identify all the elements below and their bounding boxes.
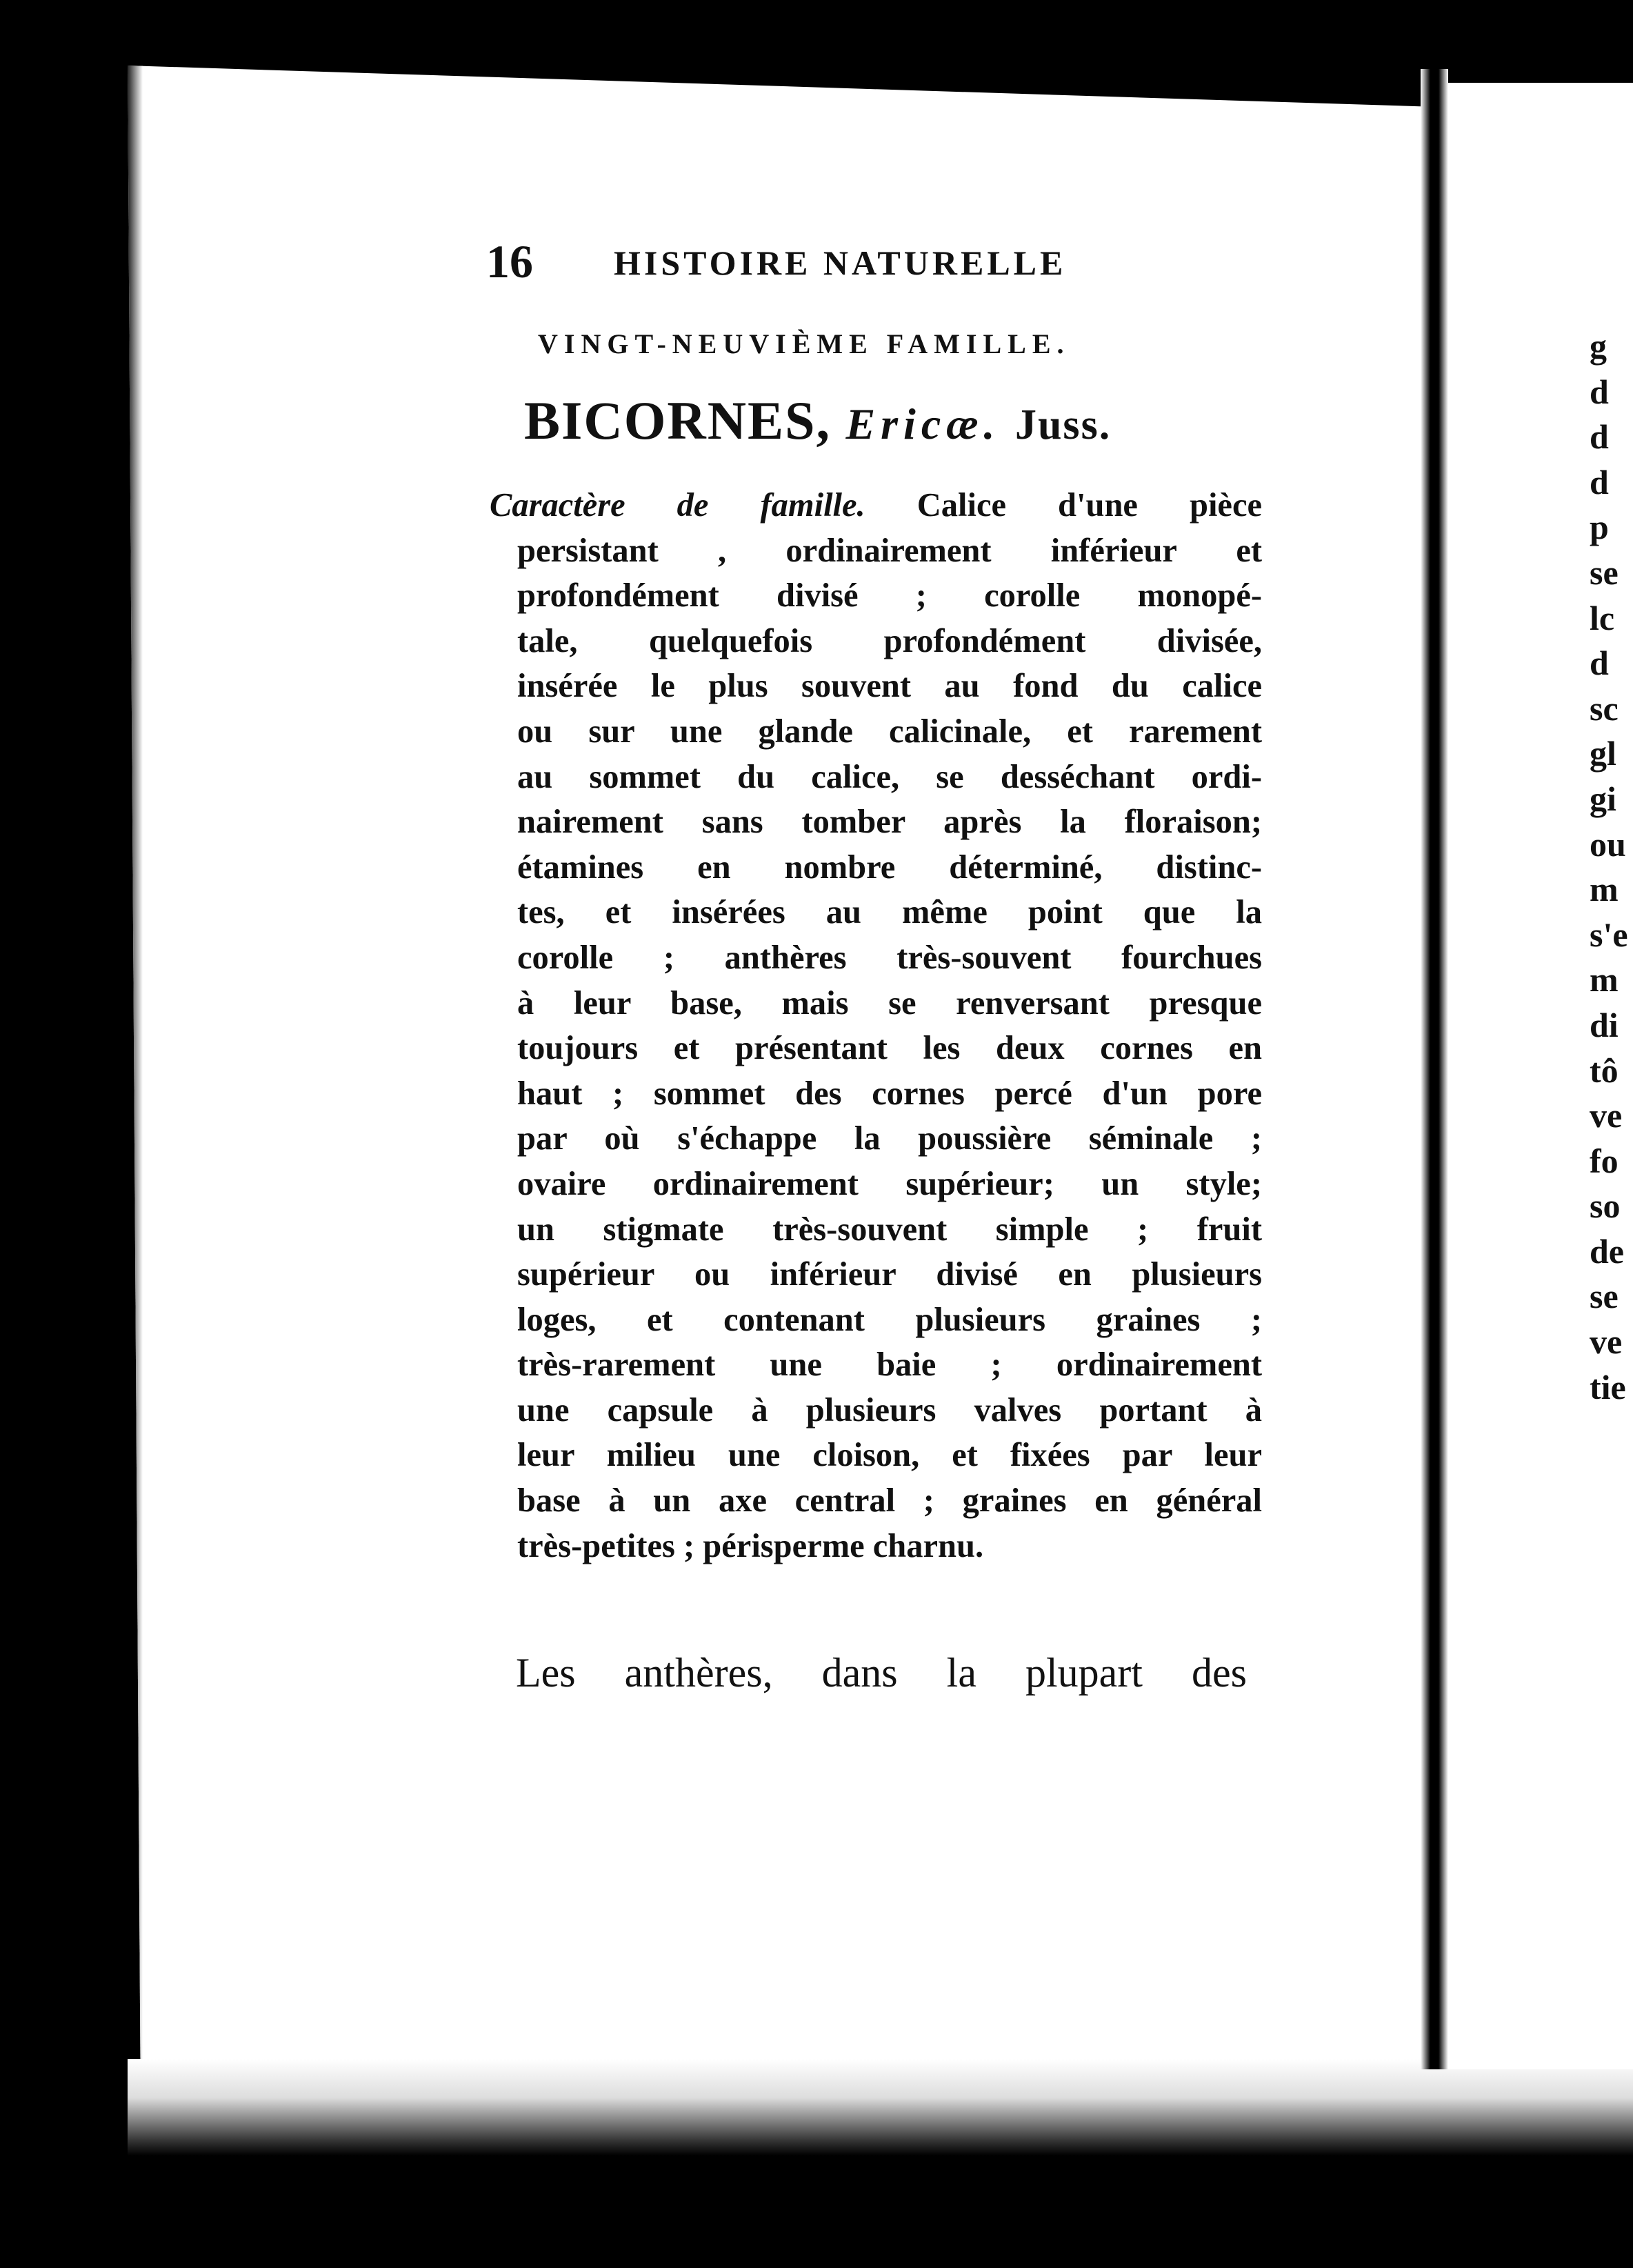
facing-line: d: [1590, 644, 1609, 683]
facing-line: de: [1590, 1231, 1624, 1271]
char-line: leur milieu une cloison, et fixées par leur: [517, 1437, 1262, 1474]
char-line: tes, et insérées au même point que la: [517, 894, 1262, 931]
char-line: très-rarement une baie ; ordinairement: [517, 1346, 1262, 1384]
facing-line: d: [1590, 417, 1609, 457]
family-characters: [490, 483, 1262, 1569]
facing-line: se: [1590, 1277, 1619, 1316]
facing-line: gi: [1590, 779, 1616, 818]
facing-line: s'e: [1590, 915, 1628, 954]
char-line: très-petites ; périsperme charnu.: [517, 1527, 984, 1564]
facing-line: gl: [1590, 734, 1616, 773]
char-line: par où s'échappe la poussière séminale ;: [517, 1120, 1262, 1157]
running-title: HISTOIRE NATURELLE: [614, 243, 1067, 282]
facing-line: lc: [1590, 598, 1615, 637]
running-head: [486, 235, 1176, 290]
char-line: loges, et contenant plusieurs graines ;: [517, 1301, 1262, 1338]
family-heading: VINGT-NEUVIÈME FAMILLE.: [538, 328, 1070, 359]
char-line: insérée le plus souvent au fond du calice: [517, 668, 1262, 705]
book-gutter: [1421, 69, 1448, 2069]
char-line: au sommet du calice, se desséchant ordi-: [517, 758, 1262, 795]
char-line: supérieur ou inférieur divisé en plusieurs: [517, 1256, 1262, 1293]
char-line: [490, 483, 1262, 528]
char-line-text: Calice d'une pièce: [916, 487, 1262, 524]
facing-line: m: [1590, 870, 1619, 909]
family-latin-name: Ericæ.: [845, 399, 1001, 448]
char-line: à leur base, mais se renversant presque: [517, 984, 1262, 1022]
char-line: haut ; sommet des cornes percé d'un pore: [517, 1075, 1262, 1112]
char-line: étamines en nombre déterminé, distinc-: [517, 848, 1262, 886]
facing-page-text: [1590, 324, 1633, 1410]
body-paragraph-start: Les anthères, dans la plupart des: [516, 1650, 1247, 1695]
char-line: profondément divisé ; corolle monopé-: [517, 577, 1262, 615]
family-author: Juss.: [1014, 401, 1112, 448]
char-line: persistant , ordinairement inférieur et: [517, 532, 1262, 569]
facing-line: tie: [1590, 1367, 1626, 1406]
char-line: une capsule à plusieurs valves portant à: [517, 1391, 1262, 1429]
char-line: tale, quelquefois profondément divisée,: [517, 622, 1262, 659]
char-line: base à un axe central ; graines en général: [517, 1482, 1262, 1520]
family-title: [524, 390, 1228, 452]
char-line: toujours et présentant les deux cornes en: [517, 1030, 1262, 1067]
facing-line: fo: [1590, 1141, 1619, 1180]
facing-line: p: [1590, 508, 1609, 547]
facing-line: se: [1590, 553, 1619, 592]
facing-line: so: [1590, 1186, 1621, 1226]
char-line: corolle ; anthères très-souvent fourchues: [517, 939, 1262, 976]
page-number: 16: [486, 235, 533, 288]
facing-line: g: [1590, 327, 1607, 366]
char-line: nairement sans tomber après la floraison;: [517, 804, 1262, 841]
facing-line: ou: [1590, 824, 1626, 864]
facing-line: ve: [1590, 1322, 1623, 1362]
page-bottom-edge: [128, 2059, 1633, 2156]
char-line: un stigmate très-souvent simple ; fruit: [517, 1211, 1262, 1248]
family-name: BICORNES,: [524, 390, 831, 450]
facing-line: m: [1590, 960, 1619, 999]
facing-line: d: [1590, 372, 1609, 411]
char-line: ou sur une glande calicinale, et rarement: [517, 713, 1262, 750]
facing-line: sc: [1590, 688, 1619, 728]
facing-line: di: [1590, 1005, 1619, 1044]
facing-line: tô: [1590, 1051, 1619, 1090]
characters-label: Caractère de famille.: [490, 487, 865, 524]
facing-line: d: [1590, 462, 1609, 501]
char-line: ovaire ordinairement supérieur; un style;: [517, 1165, 1262, 1202]
facing-line: ve: [1590, 1096, 1623, 1135]
